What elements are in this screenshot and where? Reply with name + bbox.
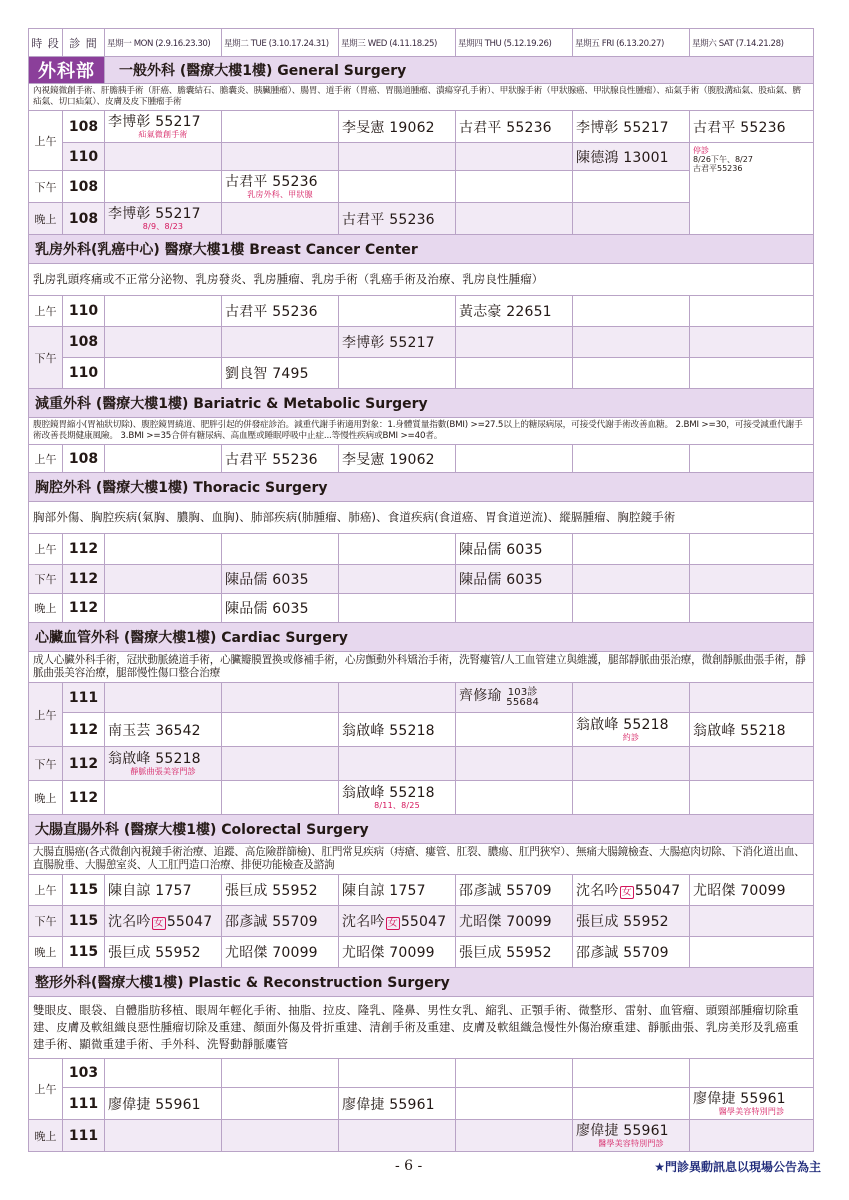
doctor-name: 李博彰 55217 — [108, 206, 201, 222]
cell-fri — [573, 445, 690, 473]
cell-tue — [222, 171, 339, 203]
room-number: 112 — [63, 781, 105, 815]
table-row — [29, 937, 814, 968]
section-bariatric-title-row — [29, 389, 814, 418]
table-row — [29, 296, 814, 327]
slot-label: 晚上 — [29, 1120, 63, 1152]
cell-note: 醫學美容特別門診 — [598, 1139, 664, 1148]
cell-thu — [456, 358, 573, 389]
section-colorectal-desc-row — [29, 844, 814, 875]
extension: 55047 — [634, 883, 681, 899]
cell-sat-stop-notice — [690, 143, 814, 235]
cell-tue — [222, 713, 339, 747]
cell-tue — [222, 781, 339, 815]
room-number: 108 — [63, 203, 105, 235]
section-cardiac-title-row — [29, 623, 814, 652]
female-badge: 女 — [621, 887, 632, 898]
room-number: 115 — [63, 937, 105, 968]
slot-label: 上午 — [29, 683, 63, 747]
section-desc-bariatric: 腹腔鏡胃縮小(胃袖狀切除)、腹腔鏡胃繞道、肥胖引起的併發症診治。減重代謝手術適用對象：1.身體質量指數(BMI) >=27.5以上的糖尿病尿，可接受代謝手術改善血糖。 2.BMI >=30，可接受減重代謝手術改善長期健康風險。 3.BMI >=35合併有糖尿病、高血壓或睡眠呼吸中止症...等慢性疾病或BMI >=40者。 — [29, 418, 814, 445]
slot-label: 下午 — [29, 747, 63, 781]
cell-thu: 陳品儒 6035 — [456, 565, 573, 594]
cell-fri — [573, 1088, 690, 1120]
cell-mon: 張巨成 55952 — [105, 937, 222, 968]
cell-tue — [222, 327, 339, 358]
cell-thu — [456, 1120, 573, 1152]
cell-tue — [222, 534, 339, 565]
cell-wed: 廖偉捷 55961 — [339, 1088, 456, 1120]
cell-mon: 南玉芸 36542 — [105, 713, 222, 747]
cell-thu: 張巨成 55952 — [456, 937, 573, 968]
doctor-name: 翁啟峰 55218 — [576, 717, 669, 733]
cell-tue — [222, 143, 339, 171]
cell-note: 靜脈曲張美容門診 — [130, 767, 196, 776]
cell-thu — [456, 781, 573, 815]
section-desc-plastic: 雙眼皮、眼袋、自體脂肪移植、眼周年輕化手術、抽脂、拉皮、隆乳、隆鼻、男性女乳、縮乳、正顎手術、微整形、雷射、血管瘤、頭頸部腫瘤切除重建、皮膚及軟組織良惡性腫瘤切除及重建、顏面外傷及骨折重建、清創手術及重建、皮膚及軟組織急慢性外傷治療重建、靜脈曲張、乳房美形及乳癌重建手術、顯微重建手術、手外科、洗腎動靜脈廔管 — [29, 997, 814, 1059]
cell-wed: 李博彰 55217 — [339, 327, 456, 358]
extension: 55684 — [506, 696, 540, 708]
table-row — [29, 594, 814, 623]
table-row — [29, 143, 814, 171]
page-number: - 6 - — [395, 1158, 423, 1174]
table-row — [29, 358, 814, 389]
table-row — [29, 747, 814, 781]
header-thu: 星期四 THU (5.12.19.26) — [456, 29, 573, 57]
doctor-name: 廖偉捷 55961 — [693, 1091, 786, 1107]
cell-fri: 陳德鴻 13001 — [573, 143, 690, 171]
cell-fri — [573, 875, 690, 906]
cell-wed — [339, 534, 456, 565]
cell-thu: 尤昭傑 70099 — [456, 906, 573, 937]
table-row — [29, 906, 814, 937]
section-plastic-title-row — [29, 968, 814, 997]
header-room: 診 間 — [63, 29, 105, 57]
cell-wed — [339, 781, 456, 815]
cell-sat — [690, 534, 814, 565]
section-general-title-row — [29, 57, 814, 84]
cell-sat — [690, 296, 814, 327]
slot-label: 下午 — [29, 906, 63, 937]
cell-wed — [339, 1059, 456, 1088]
cell-thu — [456, 747, 573, 781]
cell-mon — [105, 683, 222, 713]
cell-fri: 李博彰 55217 — [573, 111, 690, 143]
cell-thu — [456, 713, 573, 747]
header-row — [29, 29, 814, 57]
alt-room: 103診 — [507, 686, 538, 698]
table-row — [29, 1059, 814, 1088]
dept-label: 外科部 — [29, 57, 105, 84]
section-desc-cardiac: 成人心臟外科手術，冠狀動脈繞道手術，心臟瓣膜置換或修補手術，心房顫動外科矯治手術，洗腎瘻管/人工血管建立與維護，腿部靜脈曲張治療，微創靜脈曲張手術，靜脈曲張美容治療，腿部慢性傷口整合治療 — [29, 652, 814, 683]
room-number: 110 — [63, 296, 105, 327]
cell-thu — [456, 683, 573, 713]
cell-sat — [690, 1059, 814, 1088]
female-badge: 女 — [387, 918, 398, 929]
cell-tue — [222, 747, 339, 781]
cell-fri — [573, 534, 690, 565]
section-thoracic-title-row — [29, 473, 814, 502]
room-number: 110 — [63, 358, 105, 389]
cell-fri — [573, 171, 690, 203]
section-title-plastic: 整形外科(醫療大樓1樓) Plastic & Reconstruction Surgery — [29, 968, 814, 997]
cell-thu — [456, 445, 573, 473]
section-cardiac-desc-row — [29, 652, 814, 683]
doctor-name: 齊修瑜 — [459, 687, 502, 704]
slot-label: 上午 — [29, 534, 63, 565]
cell-sat — [690, 327, 814, 358]
doctor-name: 沈名吟 — [342, 914, 385, 930]
slot-label: 晚上 — [29, 594, 63, 623]
cell-tue — [222, 1059, 339, 1088]
cell-wed — [339, 747, 456, 781]
room-number: 112 — [63, 747, 105, 781]
cell-mon — [105, 1120, 222, 1152]
cell-fri — [573, 203, 690, 235]
section-colorectal-title-row — [29, 815, 814, 844]
table-row — [29, 445, 814, 473]
cell-sat — [690, 747, 814, 781]
cell-thu: 古君平 55236 — [456, 111, 573, 143]
extension: 55047 — [400, 914, 447, 930]
cell-mon — [105, 327, 222, 358]
header-tue: 星期二 TUE (3.10.17.24.31) — [222, 29, 339, 57]
cell-mon — [105, 111, 222, 143]
cell-wed — [339, 358, 456, 389]
cell-fri — [573, 1059, 690, 1088]
slot-label: 下午 — [29, 565, 63, 594]
cell-mon — [105, 358, 222, 389]
cell-tue: 古君平 55236 — [222, 445, 339, 473]
cell-wed: 翁啟峰 55218 — [339, 713, 456, 747]
section-desc-colorectal: 大腸直腸癌(各式微創內視鏡手術治療、追蹤、高危險群篩檢)、肛門常見疾病（痔瘡、瘻管、肛裂、膿瘍、肛門狹窄）、無痛大腸鏡檢查、大腸瘜肉切除、下消化道出血、直腸脫垂、大腸憩室炎、人工肛門造口治療、排便功能檢查及諮詢 — [29, 844, 814, 875]
slot-label: 上午 — [29, 875, 63, 906]
cell-mon — [105, 747, 222, 781]
section-breast-desc-row — [29, 264, 814, 296]
cell-wed — [339, 683, 456, 713]
section-bariatric-desc-row — [29, 418, 814, 445]
section-thoracic-desc-row — [29, 502, 814, 534]
section-title-general: 一般外科 (醫療大樓1樓) General Surgery — [105, 57, 814, 84]
cell-wed: 尤昭傑 70099 — [339, 937, 456, 968]
section-title-bariatric: 減重外科 (醫療大樓1樓) Bariatric & Metabolic Surgery — [29, 389, 814, 418]
cell-thu: 陳品儒 6035 — [456, 534, 573, 565]
section-breast-title-row — [29, 235, 814, 264]
cell-sat — [690, 1088, 814, 1120]
room-number: 111 — [63, 1120, 105, 1152]
doctor-name: 古君平 55236 — [225, 174, 318, 190]
room-number: 110 — [63, 143, 105, 171]
cell-fri — [573, 747, 690, 781]
cell-note: 乳房外科、甲狀腺 — [247, 190, 313, 199]
cell-mon — [105, 445, 222, 473]
cell-fri — [573, 296, 690, 327]
schedule-sheet — [28, 28, 813, 1152]
table-row — [29, 327, 814, 358]
cell-wed — [339, 594, 456, 623]
cell-thu — [456, 143, 573, 171]
header-sat: 星期六 SAT (7.14.21.28) — [690, 29, 814, 57]
extension: 55047 — [166, 914, 213, 930]
table-row — [29, 565, 814, 594]
doctor-name: 廖偉捷 55961 — [576, 1123, 669, 1139]
cell-sat — [690, 781, 814, 815]
cell-wed: 陳自諒 1757 — [339, 875, 456, 906]
cell-wed — [339, 143, 456, 171]
cell-wed: 古君平 55236 — [339, 203, 456, 235]
cell-fri — [573, 565, 690, 594]
room-number: 111 — [63, 1088, 105, 1120]
section-plastic-desc-row — [29, 997, 814, 1059]
slot-label: 上午 — [29, 445, 63, 473]
room-number: 108 — [63, 171, 105, 203]
cell-thu — [456, 1088, 573, 1120]
doctor-name: 沈名吟 — [576, 883, 619, 899]
cell-sat — [690, 1120, 814, 1152]
cell-sat: 尤昭傑 70099 — [690, 875, 814, 906]
room-number: 112 — [63, 594, 105, 623]
room-number: 112 — [63, 534, 105, 565]
cell-tue — [222, 1120, 339, 1152]
doctor-name: 翁啟峰 55218 — [108, 751, 201, 767]
cell-mon — [105, 296, 222, 327]
table-row — [29, 781, 814, 815]
cell-thu — [456, 327, 573, 358]
cell-fri: 張巨成 55952 — [573, 906, 690, 937]
cell-note: 約診 — [622, 733, 640, 742]
section-desc-breast: 乳房乳頭疼痛或不正常分泌物、乳房發炎、乳房腫瘤、乳房手術（乳癌手術及治療、乳房良性腫瘤） — [29, 264, 814, 296]
cell-thu — [456, 171, 573, 203]
table-row — [29, 1088, 814, 1120]
cell-sat — [690, 937, 814, 968]
table-row — [29, 713, 814, 747]
cell-mon — [105, 1059, 222, 1088]
table-row — [29, 875, 814, 906]
section-desc-general: 內視鏡微創手術、肝膽胰手術（肝癌、膽囊結石、膽囊炎、胰臟腫瘤）、腸胃、道手術（胃癌、胃腸道腫瘤、潰瘍穿孔手術）、甲狀腺手術（甲狀腺癌、甲狀腺良性腫瘤）、疝氣手術（腹股溝疝氣、股疝氣、臍疝氣、切口疝氣）、皮膚及皮下腫瘤手術 — [29, 84, 814, 111]
cell-thu: 邵彥誠 55709 — [456, 875, 573, 906]
cell-sat — [690, 445, 814, 473]
stop-substitute: 古君平55236 — [693, 164, 743, 173]
cell-tue: 陳品儒 6035 — [222, 594, 339, 623]
stop-label: 停診 — [693, 146, 709, 155]
stop-dates: 8/26下午、8/27 — [693, 155, 753, 164]
cell-tue: 陳品儒 6035 — [222, 565, 339, 594]
clinic-schedule-table — [28, 28, 814, 1152]
header-mon: 星期一 MON (2.9.16.23.30) — [105, 29, 222, 57]
table-row — [29, 534, 814, 565]
cell-note: 疝氣微創手術 — [138, 130, 188, 139]
cell-fri — [573, 327, 690, 358]
cell-wed — [339, 1120, 456, 1152]
cell-wed — [339, 565, 456, 594]
slot-label: 晚上 — [29, 781, 63, 815]
cell-sat — [690, 565, 814, 594]
room-number: 103 — [63, 1059, 105, 1088]
room-number: 108 — [63, 111, 105, 143]
slot-label: 上午 — [29, 1059, 63, 1120]
header-wed: 星期三 WED (4.11.18.25) — [339, 29, 456, 57]
cell-fri — [573, 594, 690, 623]
cell-sat — [690, 683, 814, 713]
cell-fri: 邵彥誠 55709 — [573, 937, 690, 968]
cell-tue: 尤昭傑 70099 — [222, 937, 339, 968]
section-title-cardiac: 心臟血管外科 (醫療大樓1樓) Cardiac Surgery — [29, 623, 814, 652]
cell-mon — [105, 143, 222, 171]
cell-wed: 李旻憲 19062 — [339, 111, 456, 143]
cell-wed — [339, 296, 456, 327]
cell-mon: 陳自諒 1757 — [105, 875, 222, 906]
cell-fri — [573, 713, 690, 747]
cell-mon: 廖偉捷 55961 — [105, 1088, 222, 1120]
slot-label: 上午 — [29, 296, 63, 327]
slot-label: 上午 — [29, 111, 63, 171]
cell-tue — [222, 1088, 339, 1120]
room-number: 115 — [63, 875, 105, 906]
cell-thu: 黃志豪 22651 — [456, 296, 573, 327]
slot-label: 晚上 — [29, 203, 63, 235]
section-desc-thoracic: 胸部外傷、胸腔疾病(氣胸、膿胸、血胸)、肺部疾病(肺腫瘤、肺癌)、食道疾病(食道癌、胃食道逆流)、縱膈腫瘤、胸腔鏡手術 — [29, 502, 814, 534]
header-fri: 星期五 FRI (6.13.20.27) — [573, 29, 690, 57]
female-badge: 女 — [153, 918, 164, 929]
table-row — [29, 1120, 814, 1152]
header-time: 時 段 — [29, 29, 63, 57]
cell-tue: 張巨成 55952 — [222, 875, 339, 906]
cell-fri — [573, 781, 690, 815]
cell-mon — [105, 906, 222, 937]
section-title-breast: 乳房外科(乳癌中心) 醫療大樓1樓 Breast Cancer Center — [29, 235, 814, 264]
cell-tue: 古君平 55236 — [222, 296, 339, 327]
doctor-name: 沈名吟 — [108, 914, 151, 930]
cell-tue — [222, 111, 339, 143]
cell-thu — [456, 594, 573, 623]
cell-sat — [690, 906, 814, 937]
slot-label: 下午 — [29, 171, 63, 203]
cell-tue: 劉良智 7495 — [222, 358, 339, 389]
cell-mon — [105, 203, 222, 235]
cell-mon — [105, 565, 222, 594]
room-number: 111 — [63, 683, 105, 713]
cell-sat — [690, 358, 814, 389]
doctor-name: 翁啟峰 55218 — [342, 785, 435, 801]
cell-wed — [339, 906, 456, 937]
section-title-thoracic: 胸腔外科 (醫療大樓1樓) Thoracic Surgery — [29, 473, 814, 502]
cell-fri — [573, 683, 690, 713]
room-number: 112 — [63, 713, 105, 747]
footer-note: ★門診異動訊息以現場公告為主 — [654, 1160, 821, 1174]
cell-wed: 李旻憲 19062 — [339, 445, 456, 473]
room-number: 108 — [63, 445, 105, 473]
doctor-name: 李博彰 55217 — [108, 114, 201, 130]
cell-fri — [573, 1120, 690, 1152]
cell-thu — [456, 1059, 573, 1088]
cell-tue: 邵彥誠 55709 — [222, 906, 339, 937]
cell-sat: 翁啟峰 55218 — [690, 713, 814, 747]
table-row — [29, 683, 814, 713]
table-row — [29, 111, 814, 143]
room-ext — [506, 688, 539, 708]
cell-sat: 古君平 55236 — [690, 111, 814, 143]
cell-mon — [105, 781, 222, 815]
cell-mon — [105, 534, 222, 565]
slot-label: 下午 — [29, 327, 63, 389]
cell-tue — [222, 683, 339, 713]
room-number: 115 — [63, 906, 105, 937]
slot-label: 晚上 — [29, 937, 63, 968]
cell-mon — [105, 594, 222, 623]
cell-note: 8/9、8/23 — [142, 222, 184, 231]
cell-tue — [222, 203, 339, 235]
cell-wed — [339, 171, 456, 203]
section-general-desc-row — [29, 84, 814, 111]
cell-note: 醫學美容特別門診 — [718, 1107, 785, 1116]
cell-thu — [456, 203, 573, 235]
room-number: 112 — [63, 565, 105, 594]
cell-fri — [573, 358, 690, 389]
cell-note: 8/11、8/25 — [374, 801, 420, 810]
cell-mon — [105, 171, 222, 203]
room-number: 108 — [63, 327, 105, 358]
cell-sat — [690, 594, 814, 623]
section-title-colorectal: 大腸直腸外科 (醫療大樓1樓) Colorectal Surgery — [29, 815, 814, 844]
